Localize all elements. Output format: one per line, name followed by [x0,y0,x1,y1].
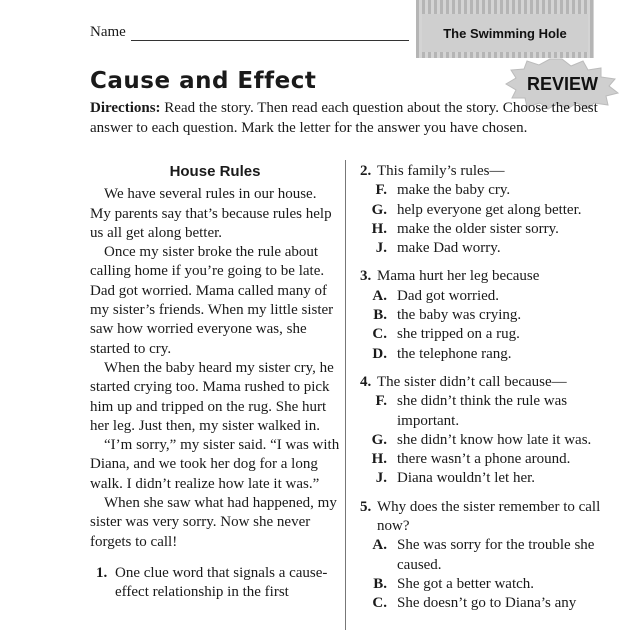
question-number: 4. [360,373,372,390]
option-text: the baby was crying. [397,307,522,324]
option-text: Dad got worried. [397,287,500,304]
question-4 [360,373,610,489]
option-text: make the baby cry. [397,182,511,199]
answer-option[interactable] [360,239,610,258]
section-tab [416,0,594,58]
story-paragraph: Once my sister broke the rule about calling home if you’re going to be late. Dad got worried. Mama called many of my sister’s friends. When my little sister saw how worried everyone was, she started to cry. [90,244,334,357]
questions-column [360,162,610,623]
option-text: make the older sister sorry. [397,220,559,237]
option-letter: F. [375,182,387,199]
answer-option[interactable] [360,201,610,220]
option-text: she didn’t know how late it was. [397,431,592,448]
answer-option[interactable] [360,306,610,325]
name-label: Name [90,24,126,40]
story-column [90,162,340,603]
answer-option[interactable] [360,181,610,200]
answer-option[interactable] [360,220,610,239]
question-text: The sister didn’t call because— [377,373,567,390]
question-text: This family’s rules— [377,163,505,179]
option-letter: C. [372,595,387,612]
answer-option[interactable] [360,594,610,613]
directions-label: Directions: [90,100,161,116]
story-title: House Rules [169,163,261,180]
option-text: the telephone rang. [397,345,512,362]
option-text: make Dad worry. [397,240,501,257]
question-text: One clue word that signals a cause-effect relationship in the first [115,564,328,601]
story-paragraph: We have several rules in our house. My parents say that’s because rules help us all get along better. [90,186,332,241]
option-text: help everyone get along better. [397,201,582,218]
answer-option[interactable] [360,392,610,431]
question-number: 1. [96,564,108,581]
option-letter: C. [372,326,387,343]
directions-text: Read the story. Then read each question about the story. Choose the best answer to each question. Mark the letter for the answer you have chosen. [90,100,598,136]
option-letter: J. [375,470,387,487]
page-title: Cause and Effect [90,68,317,94]
question-number: 2. [360,163,372,179]
story-paragraph: “I’m sorry,” my sister said. “I was with Diana, and we took her dog for a long walk. I didn’t realize how late it was.” [90,437,340,492]
question-3 [360,267,610,363]
story-paragraph: When the baby heard my sister cry, he started crying too. Mama rushed to pick him up and tripped on the rug. She hurt her leg. Just then, my sister walked in. [90,359,334,434]
column-divider [345,160,346,630]
review-badge-label: REVIEW [526,73,598,94]
option-letter: B. [373,575,387,592]
question-text: Mama hurt her leg because [377,268,540,285]
question-text: Why does the sister remember to call now? [377,498,601,535]
question-1 [90,564,340,603]
option-letter: A. [372,287,387,304]
option-text: She got a better watch. [397,575,535,592]
question-number: 5. [360,498,372,515]
option-text: She doesn’t go to Diana’s any [397,595,577,612]
option-letter: D. [372,345,387,362]
section-tab-title: The Swimming Hole [422,14,588,52]
option-text: She was sorry for the trouble she caused. [397,537,595,573]
answer-option[interactable] [360,287,610,306]
option-letter: B. [373,307,387,324]
answer-option[interactable] [360,431,610,450]
option-letter: H. [371,220,387,237]
answer-option[interactable] [360,536,610,575]
name-blank-line [131,40,409,41]
option-text: she didn’t think the rule was important. [397,393,568,429]
question-2 [360,162,610,258]
option-text: Diana wouldn’t let her. [397,470,536,487]
option-letter: G. [371,431,387,448]
directions [90,99,600,138]
option-letter: A. [372,537,387,554]
option-letter: H. [371,451,387,468]
question-5 [360,498,610,614]
answer-option[interactable] [360,575,610,594]
answer-option[interactable] [360,450,610,469]
option-letter: J. [375,240,387,257]
answer-option[interactable] [360,325,610,344]
story-paragraph: When she saw what had happened, my sister was very sorry. Now she never forgets to call! [90,495,337,550]
answer-option[interactable] [360,345,610,364]
option-text: there wasn’t a phone around. [397,451,571,468]
option-letter: G. [371,201,387,218]
question-number: 3. [360,268,372,285]
option-text: she tripped on a rug. [397,326,520,343]
option-letter: F. [375,393,387,410]
answer-option[interactable] [360,469,610,488]
